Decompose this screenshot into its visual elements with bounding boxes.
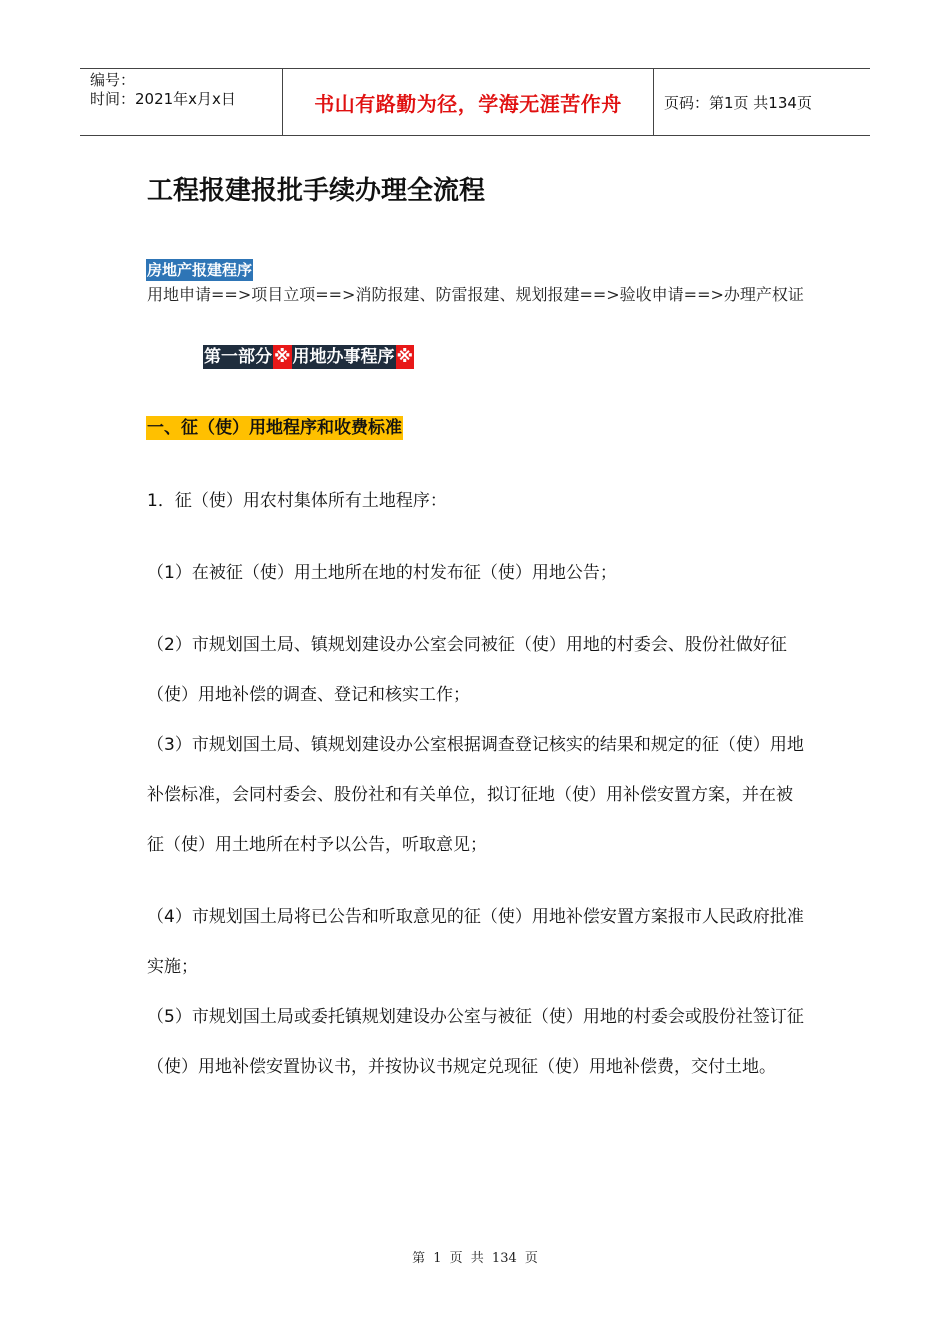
header-meta-cell <box>80 69 282 135</box>
part-one-label <box>203 345 414 369</box>
page-title: 工程报建报批手续办理全流程 <box>147 176 486 206</box>
paragraph-item: （1）在被征（使）用土地所在地的村发布征（使）用地公告； <box>147 563 617 583</box>
part-number: 第一部分 <box>204 347 272 367</box>
reference-mark: ※ <box>396 347 414 367</box>
part-name: 用地办事程序 <box>292 347 395 367</box>
document-date-label: 时间：2021年x月x日 <box>90 90 236 108</box>
section-heading: 一、征（使）用地程序和收费标准 <box>147 418 402 438</box>
paragraph-item: 1．征（使）用农村集体所有土地程序： <box>147 491 447 511</box>
paragraph-item: （4）市规划国土局将已公告和听取意见的征（使）用地补偿安置方案报市人民政府批准实施； <box>147 907 804 977</box>
document-number-label: 编号： <box>90 71 136 89</box>
header-page-cell <box>654 69 870 135</box>
header-motto-cell <box>282 69 654 135</box>
paragraph-item: （5）市规划国土局或委托镇规划建设办公室与被征（使）用地的村委会或股份社签订征（使）用地补偿安置协议书，并按协议书规定兑现征（使）用地补偿费，交付土地。 <box>147 1007 804 1077</box>
header-motto: 书山有路勤为径，学海无涯苦作舟 <box>314 91 622 116</box>
page-footer: 第 1 页 共 134 页 <box>412 1251 538 1266</box>
paragraph-item: （2）市规划国土局、镇规划建设办公室会同被征（使）用地的村委会、股份社做好征（使）用地补偿的调查、登记和核实工作； <box>147 635 787 705</box>
program-heading: 房地产报建程序 <box>147 261 253 279</box>
header-page-info: 页码：第1页 共134页 <box>664 93 812 112</box>
document-header <box>80 68 870 136</box>
paragraph-item: （3）市规划国土局、镇规划建设办公室根据调查登记核实的结果和规定的征（使）用地补偿标准，会同村委会、股份社和有关单位，拟订征地（使）用补偿安置方案，并在被征（使）用土地所在村予以公告，听取意见； <box>147 735 804 855</box>
reference-mark: ※ <box>274 347 291 367</box>
program-flow: 用地申请==>项目立项==>消防报建、防雷报建、规划报建==>验收申请==>办理产权证 <box>147 285 804 304</box>
